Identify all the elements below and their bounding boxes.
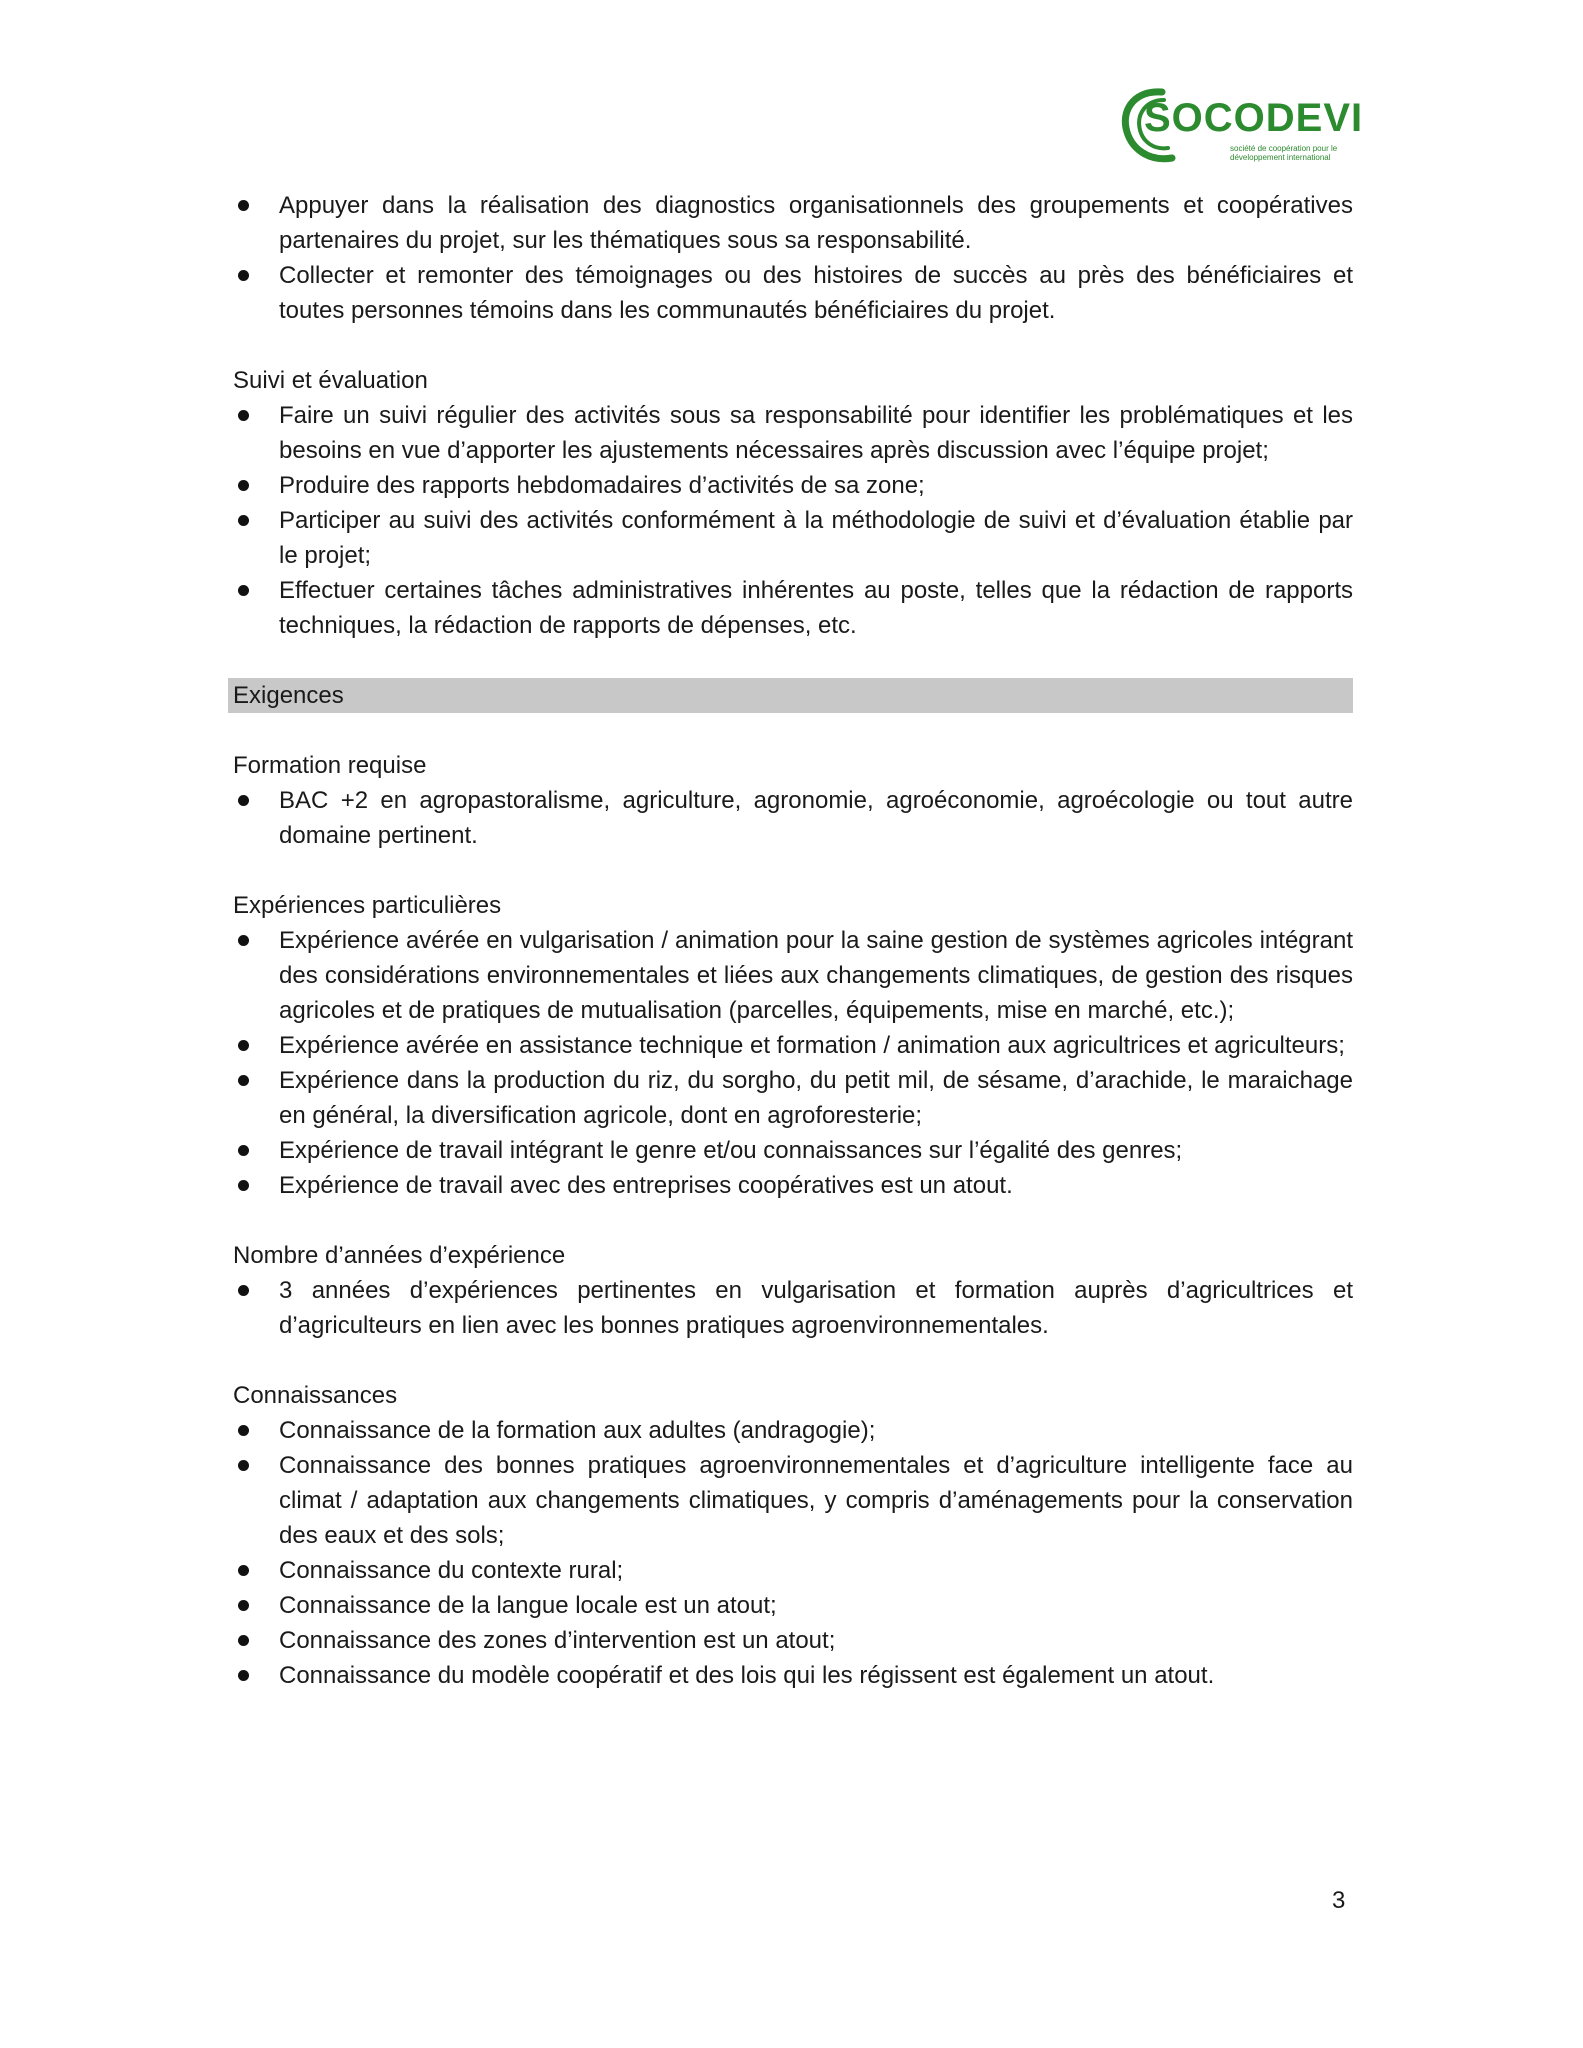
list-item (233, 1028, 1353, 1063)
bullet-icon (238, 795, 249, 806)
list-item-text: Effectuer certaines tâches administratives inhérentes au poste, telles que la rédaction de rapports techniques, la rédaction de rapports de dépenses, etc. (279, 577, 1353, 639)
bullet-icon (238, 1425, 249, 1436)
list-item (233, 923, 1353, 1028)
list-item (233, 1133, 1353, 1168)
list-item-text: Expérience dans la production du riz, du sorgho, du petit mil, de sésame, d’arachide, le maraichage en général, la diversification agricole, dont en agroforesterie; (279, 1067, 1353, 1129)
bullet-icon (238, 1670, 249, 1681)
bullet-icon (238, 1145, 249, 1156)
heading-formation-requise: Formation requise (233, 752, 427, 779)
list-item-text: Collecter et remonter des témoignages ou des histoires de succès au près des bénéficiaires et toutes personnes témoins dans les communautés bénéficiaires du projet. (279, 262, 1353, 324)
list-item-text: Connaissance de la formation aux adultes (andragogie); (279, 1417, 876, 1444)
list-item (233, 1063, 1353, 1133)
bullet-icon (238, 935, 249, 946)
bullet-icon (238, 480, 249, 491)
list-item-text: Produire des rapports hebdomadaires d’activités de sa zone; (279, 472, 925, 499)
list-item-text: Connaissance des zones d’intervention est un atout; (279, 1627, 836, 1654)
list-item (233, 1588, 1353, 1623)
heading-suivi-evaluation: Suivi et évaluation (233, 367, 428, 394)
heading-experiences-particulieres: Expériences particulières (233, 892, 502, 919)
list-item (233, 258, 1353, 328)
list-item (233, 1658, 1353, 1693)
list-item-text: Expérience avérée en vulgarisation / animation pour la saine gestion de systèmes agricoles intégrant des considérations environnementales et liées aux changements climatiques, de gestion des risques agricoles et de pratiques de mutualisation (parcelles, équipements, mise en marché, etc.); (279, 927, 1353, 1024)
list-item (233, 1553, 1353, 1588)
list-item-text: Connaissance des bonnes pratiques agroenvironnementales et d’agriculture intelligente face au climat / adaptation aux changements climatiques, y compris d’aménagements pour la conservation des eaux et des sols; (279, 1452, 1353, 1549)
list-item-text: Expérience de travail intégrant le genre et/ou connaissances sur l’égalité des genres; (279, 1137, 1183, 1164)
list-item (233, 1448, 1353, 1553)
bullet-icon (238, 1040, 249, 1051)
list-item-text: Connaissance du contexte rural; (279, 1557, 624, 1584)
bullet-icon (238, 270, 249, 281)
logo-tagline-line2: développement international (1230, 153, 1331, 162)
list-item-text: Participer au suivi des activités conformément à la méthodologie de suivi et d’évaluation établie par le projet; (279, 507, 1353, 569)
list-item-text: Expérience avérée en assistance technique et formation / animation aux agricultrices et agriculteurs; (279, 1032, 1345, 1059)
list-item (233, 573, 1353, 643)
document-body (233, 188, 1353, 1693)
bullet-icon (238, 1285, 249, 1296)
bullet-icon (238, 1600, 249, 1611)
bullet-icon (238, 1635, 249, 1646)
logo-tagline (1230, 144, 1360, 162)
list-item (233, 1273, 1353, 1343)
list-item (233, 783, 1353, 853)
list-item-text: Expérience de travail avec des entreprises coopératives est un atout. (279, 1172, 1013, 1199)
logo-tagline-line1: société de coopération pour le (1230, 144, 1338, 153)
list-item (233, 188, 1353, 258)
socodevi-logo (1118, 86, 1364, 170)
list-item-text: BAC +2 en agropastoralisme, agriculture, agronomie, agroéconomie, agroécologie ou tout autre domaine pertinent. (279, 787, 1353, 849)
annees-list (233, 1273, 1353, 1343)
section-heading-exigences: Exigences (228, 678, 1353, 713)
list-item-text: Connaissance de la langue locale est un atout; (279, 1592, 777, 1619)
connaissances-list (233, 1413, 1353, 1693)
experiences-list (233, 923, 1353, 1203)
bullet-icon (238, 1565, 249, 1576)
logo-wordmark: SOCODEVI (1144, 96, 1364, 140)
list-item (233, 398, 1353, 468)
page-number: 3 (1332, 1887, 1346, 1914)
bullet-icon (238, 200, 249, 211)
list-item (233, 468, 1353, 503)
intro-list (233, 188, 1353, 328)
bullet-icon (238, 585, 249, 596)
list-item-text: Connaissance du modèle coopératif et des lois qui les régissent est également un atout. (279, 1662, 1215, 1689)
bullet-icon (238, 1075, 249, 1086)
list-item (233, 1623, 1353, 1658)
list-item-text: 3 années d’expériences pertinentes en vulgarisation et formation auprès d’agricultrices et d’agriculteurs en lien avec les bonnes pratiques agroenvironnementales. (279, 1277, 1353, 1339)
bullet-icon (238, 1460, 249, 1471)
list-item (233, 1168, 1353, 1203)
suivi-list (233, 398, 1353, 643)
list-item-text: Faire un suivi régulier des activités sous sa responsabilité pour identifier les problématiques et les besoins en vue d’apporter les ajustements nécessaires après discussion avec l’équipe projet; (279, 402, 1353, 464)
heading-nombre-annees: Nombre d’années d’expérience (233, 1242, 566, 1269)
heading-connaissances: Connaissances (233, 1382, 398, 1409)
bullet-icon (238, 410, 249, 421)
bullet-icon (238, 515, 249, 526)
formation-list (233, 783, 1353, 853)
list-item (233, 503, 1353, 573)
list-item-text: Appuyer dans la réalisation des diagnostics organisationnels des groupements et coopératives partenaires du projet, sur les thématiques sous sa responsabilité. (279, 192, 1353, 254)
bullet-icon (238, 1180, 249, 1191)
list-item (233, 1413, 1353, 1448)
